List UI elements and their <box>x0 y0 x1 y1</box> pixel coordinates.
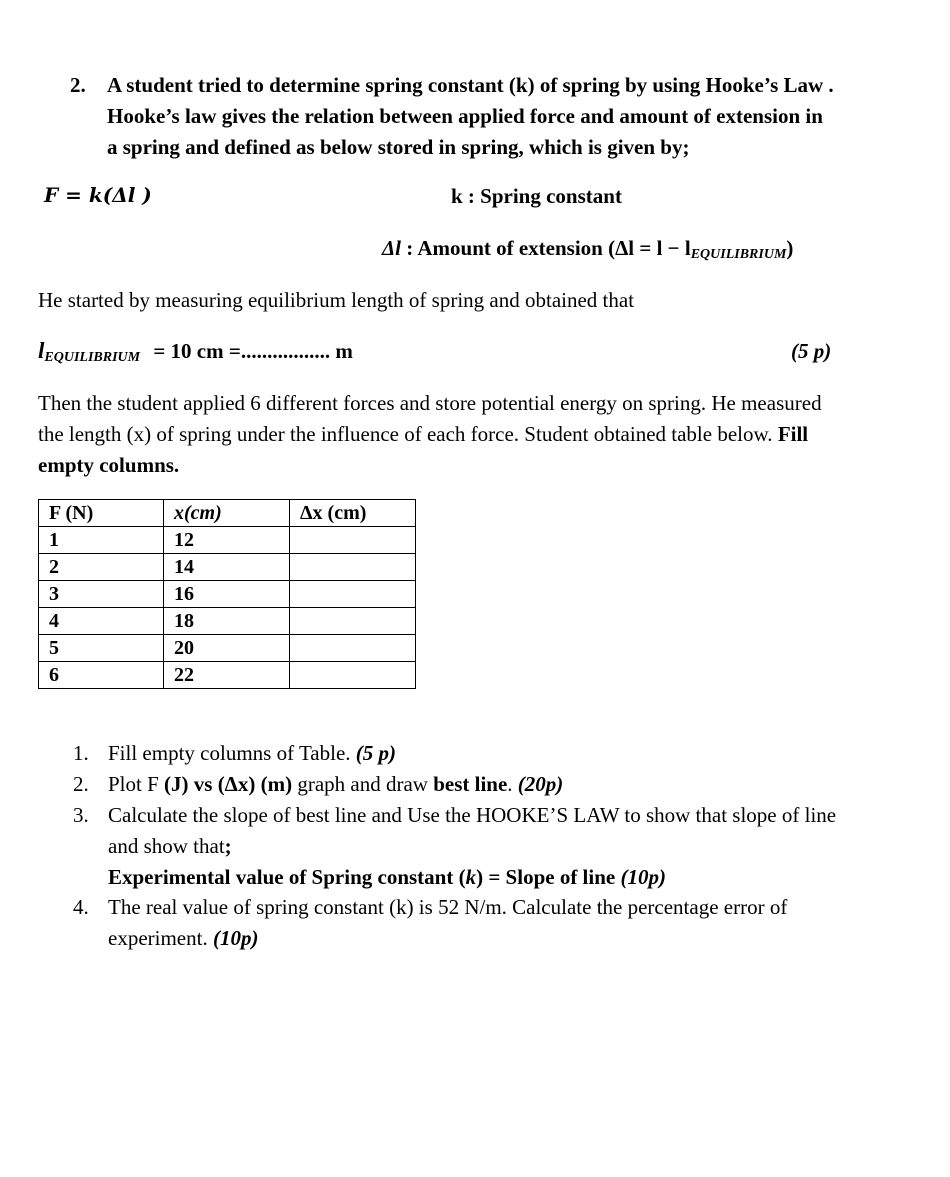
cell-force: 6 <box>39 662 164 689</box>
cell-extension[interactable] <box>290 635 416 662</box>
measurement-table <box>38 499 416 689</box>
equilibrium-intro: He started by measuring equilibrium length of spring and obtained that <box>38 288 635 312</box>
paragraph-line-2: the length (x) of spring under the influence of each force. Student obtained table below. Fill <box>38 422 809 446</box>
cell-force: 4 <box>39 608 164 635</box>
table-row <box>39 527 416 554</box>
question-line-2: Hooke’s law gives the relation between applied force and amount of extension in <box>107 104 823 128</box>
header-force: F (N) <box>39 500 164 527</box>
header-extension: Δx (cm) <box>290 500 416 527</box>
table-row <box>39 662 416 689</box>
table-row <box>39 581 416 608</box>
cell-extension[interactable] <box>290 581 416 608</box>
question-number: 2. <box>70 73 86 97</box>
hooke-formula: F = k(Δl ) <box>44 183 152 207</box>
cell-extension[interactable] <box>290 527 416 554</box>
cell-force: 5 <box>39 635 164 662</box>
equilibrium-length: $l_{EQUILIBRIUM} = 10$ cm =................. m <box>38 338 353 365</box>
paragraph-line-3: empty columns. <box>38 453 180 477</box>
table-row <box>39 635 416 662</box>
cell-extension[interactable] <box>290 608 416 635</box>
instruction-paragraph <box>38 388 822 481</box>
cell-force: 3 <box>39 581 164 608</box>
cell-extension[interactable] <box>290 662 416 689</box>
question-line-3: a spring and defined as below stored in spring, which is given by; <box>107 135 690 159</box>
cell-length: 14 <box>164 554 290 581</box>
table-row <box>39 554 416 581</box>
delta-l-definition: Δl : Amount of extension $(\Delta l = l - l_{EQUILIBRIUM})$ <box>382 236 794 262</box>
question-line-1: A student tried to determine spring constant (k) of spring by using Hooke’s Law . <box>107 73 834 97</box>
paragraph-line-1: Then the student applied 6 different forces and store potential energy on spring. He measured <box>38 391 822 415</box>
table-row <box>39 608 416 635</box>
cell-length: 22 <box>164 662 290 689</box>
cell-length: 12 <box>164 527 290 554</box>
equilibrium-points: (5 p) <box>791 339 832 363</box>
cell-extension[interactable] <box>290 554 416 581</box>
cell-force: 1 <box>39 527 164 554</box>
header-length: x(cm) <box>164 500 290 527</box>
table-header-row <box>39 500 416 527</box>
cell-length: 20 <box>164 635 290 662</box>
cell-length: 18 <box>164 608 290 635</box>
k-definition: k : Spring constant <box>451 184 622 208</box>
cell-length: 16 <box>164 581 290 608</box>
cell-force: 2 <box>39 554 164 581</box>
